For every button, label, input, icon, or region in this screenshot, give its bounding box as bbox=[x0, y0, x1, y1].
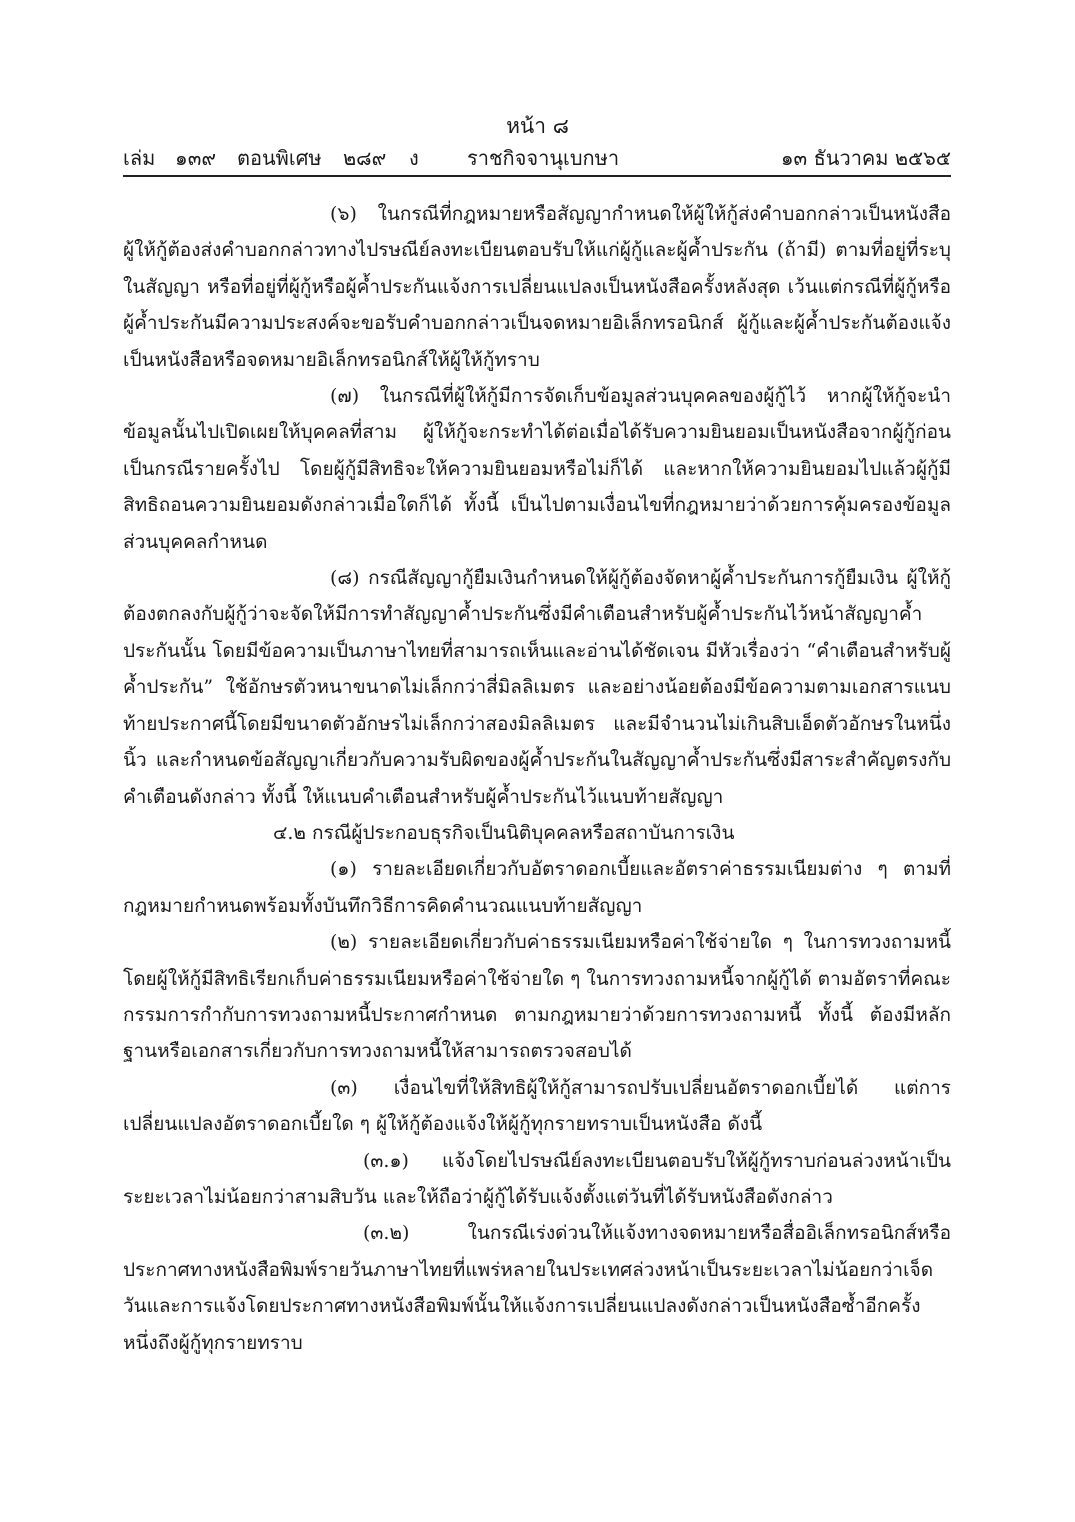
clause-4-2-1: (๑) รายละเอียดเกี่ยวกับอัตราดอกเบี้ยและอัตราค่าธรรมเนียมต่าง ๆ ตามที่กฎหมายกำหนดพร้อมทั้งบันทึกวิธีการคิดคำนวณแนบท้ายสัญญา bbox=[123, 858, 951, 917]
page-number: หน้า ๘ bbox=[506, 114, 569, 138]
clause-6: (๖) ในกรณีที่กฎหมายหรือสัญญากำหนดให้ผู้ให้กู้ส่งคำบอกกล่าวเป็นหนังสือ ผู้ให้กู้ต้องส่งคำบอกกล่าวทางไปรษณีย์ลงทะเบียนตอบรับให้แก่ผู้กู้และผู้ค้ำประกัน (ถ้ามี) ตามที่อยู่ที่ระบุในสัญญา หรือที่อยู่ที่ผู้กู้หรือผู้ค้ำประกันแจ้งการเปลี่ยนแปลงเป็นหนังสือครั้งหลังสุด เว้นแต่กรณีที่ผู้กู้หรือผู้ค้ำประกันมีความประสงค์จะขอรับคำบอกกล่าวเป็นจดหมายอิเล็กทรอนิกส์ ผู้กู้และผู้ค้ำประกันต้องแจ้งเป็นหนังสือหรือจดหมายอิเล็กทรอนิกส์ให้ผู้ให้กู้ทราบ bbox=[123, 203, 951, 371]
volume-number: ๑๓๙ bbox=[175, 146, 217, 170]
issue-letter: ง bbox=[409, 146, 419, 170]
gazette-name: ราชกิจจานุเบกษา bbox=[467, 146, 620, 170]
issue-label: ตอนพิเศษ bbox=[237, 146, 322, 170]
header-divider bbox=[123, 175, 951, 177]
publication-date: ๑๓ ธันวาคม ๒๕๖๕ bbox=[780, 146, 951, 170]
section-4-2-heading: ๔.๒ กรณีผู้ประกอบธุรกิจเป็นนิติบุคคลหรือสถาบันการเงิน bbox=[273, 821, 735, 844]
issue-number: ๒๘๙ bbox=[343, 146, 387, 170]
volume-label: เล่ม bbox=[123, 146, 156, 170]
gazette-header bbox=[123, 142, 951, 172]
clause-4-2-2: (๒) รายละเอียดเกี่ยวกับค่าธรรมเนียมหรือค่าใช้จ่ายใด ๆ ในการทวงถามหนี้ โดยผู้ให้กู้มีสิทธิเรียกเก็บค่าธรรมเนียมหรือค่าใช้จ่ายใด ๆ ในการทวงถามหนี้จากผู้กู้ได้ ตามอัตราที่คณะกรรมการกำกับการทวงถามหนี้ประกาศกำหนด ตามกฎหมายว่าด้วยการทวงถามหนี้ ทั้งนี้ ต้องมีหลักฐานหรือเอกสารเกี่ยวกับการทวงถามหนี้ให้สามารถตรวจสอบได้ bbox=[123, 931, 951, 1063]
clause-4-2-3: (๓) เงื่อนไขที่ให้สิทธิผู้ให้กู้สามารถปรับเปลี่ยนอัตราดอกเบี้ยได้ แต่การเปลี่ยนแปลงอัตราดอกเบี้ยใด ๆ ผู้ให้กู้ต้องแจ้งให้ผู้กู้ทุกรายทราบเป็นหนังสือ ดังนี้ bbox=[123, 1076, 951, 1136]
clause-7: (๗) ในกรณีที่ผู้ให้กู้มีการจัดเก็บข้อมูลส่วนบุคคลของผู้กู้ไว้ หากผู้ให้กู้จะนำข้อมูลนั้นไปเปิดเผยให้บุคคลที่สาม ผู้ให้กู้จะกระทำได้ต่อเมื่อได้รับความยินยอมเป็นหนังสือจากผู้กู้ก่อนเป็นกรณีรายครั้งไป โดยผู้กู้มีสิทธิจะให้ความยินยอมหรือไม่ก็ได้ และหากให้ความยินยอมไปแล้วผู้กู้มีสิทธิถอนความยินยอมดังกล่าวเมื่อใดก็ได้ ทั้งนี้ เป็นไปตามเงื่อนไขที่กฎหมายว่าด้วยการคุ้มครองข้อมูลส่วนบุคคลกำหนด bbox=[123, 385, 951, 553]
document-body bbox=[123, 196, 951, 1361]
clause-8: (๘) กรณีสัญญากู้ยืมเงินกำหนดให้ผู้กู้ต้องจัดหาผู้ค้ำประกันการกู้ยืมเงิน ผู้ให้กู้ต้องตกลงกับผู้กู้ว่าจะจัดให้มีการทำสัญญาค้ำประกันซึ่งมีคำเตือนสำหรับผู้ค้ำประกันไว้หน้าสัญญาค้ำประกันนั้น โดยมีข้อความเป็นภาษาไทยที่สามารถเห็นและอ่านได้ชัดเจน มีหัวเรื่องว่า “คำเตือนสำหรับผู้ค้ำประกัน” ใช้อักษรตัวหนาขนาดไม่เล็กกว่าสี่มิลลิเมตร และอย่างน้อยต้องมีข้อความตามเอกสารแนบท้ายประกาศนี้โดยมีขนาดตัวอักษรไม่เล็กกว่าสองมิลลิเมตร และมีจำนวนไม่เกินสิบเอ็ดตัวอักษรในหนึ่งนิ้ว และกำหนดข้อสัญญาเกี่ยวกับความรับผิดของผู้ค้ำประกันในสัญญาค้ำประกันซึ่งมีสาระสำคัญตรงกับคำเตือนดังกล่าว ทั้งนี้ ให้แนบคำเตือนสำหรับผู้ค้ำประกันไว้แนบท้ายสัญญา bbox=[123, 567, 951, 808]
clause-3-1: (๓.๑) แจ้งโดยไปรษณีย์ลงทะเบียนตอบรับให้ผู้กู้ทราบก่อนล่วงหน้าเป็นระยะเวลาไม่น้อยกว่าสามสิบวัน และให้ถือว่าผู้กู้ได้รับแจ้งตั้งแต่วันที่ได้รับหนังสือดังกล่าว bbox=[123, 1149, 951, 1208]
clause-3-2: (๓.๒) ในกรณีเร่งด่วนให้แจ้งทางจดหมายหรือสื่ออิเล็กทรอนิกส์หรือประกาศทางหนังสือพิมพ์รายวันภาษาไทยที่แพร่หลายในประเทศล่วงหน้าเป็นระยะเวลาไม่น้อยกว่าเจ็ดวันและการแจ้งโดยประกาศทางหนังสือพิมพ์นั้นให้แจ้งการเปลี่ยนแปลงดังกล่าวเป็นหนังสือซ้ำอีกครั้งหนึ่งถึงผู้กู้ทุกรายทราบ bbox=[123, 1222, 951, 1354]
